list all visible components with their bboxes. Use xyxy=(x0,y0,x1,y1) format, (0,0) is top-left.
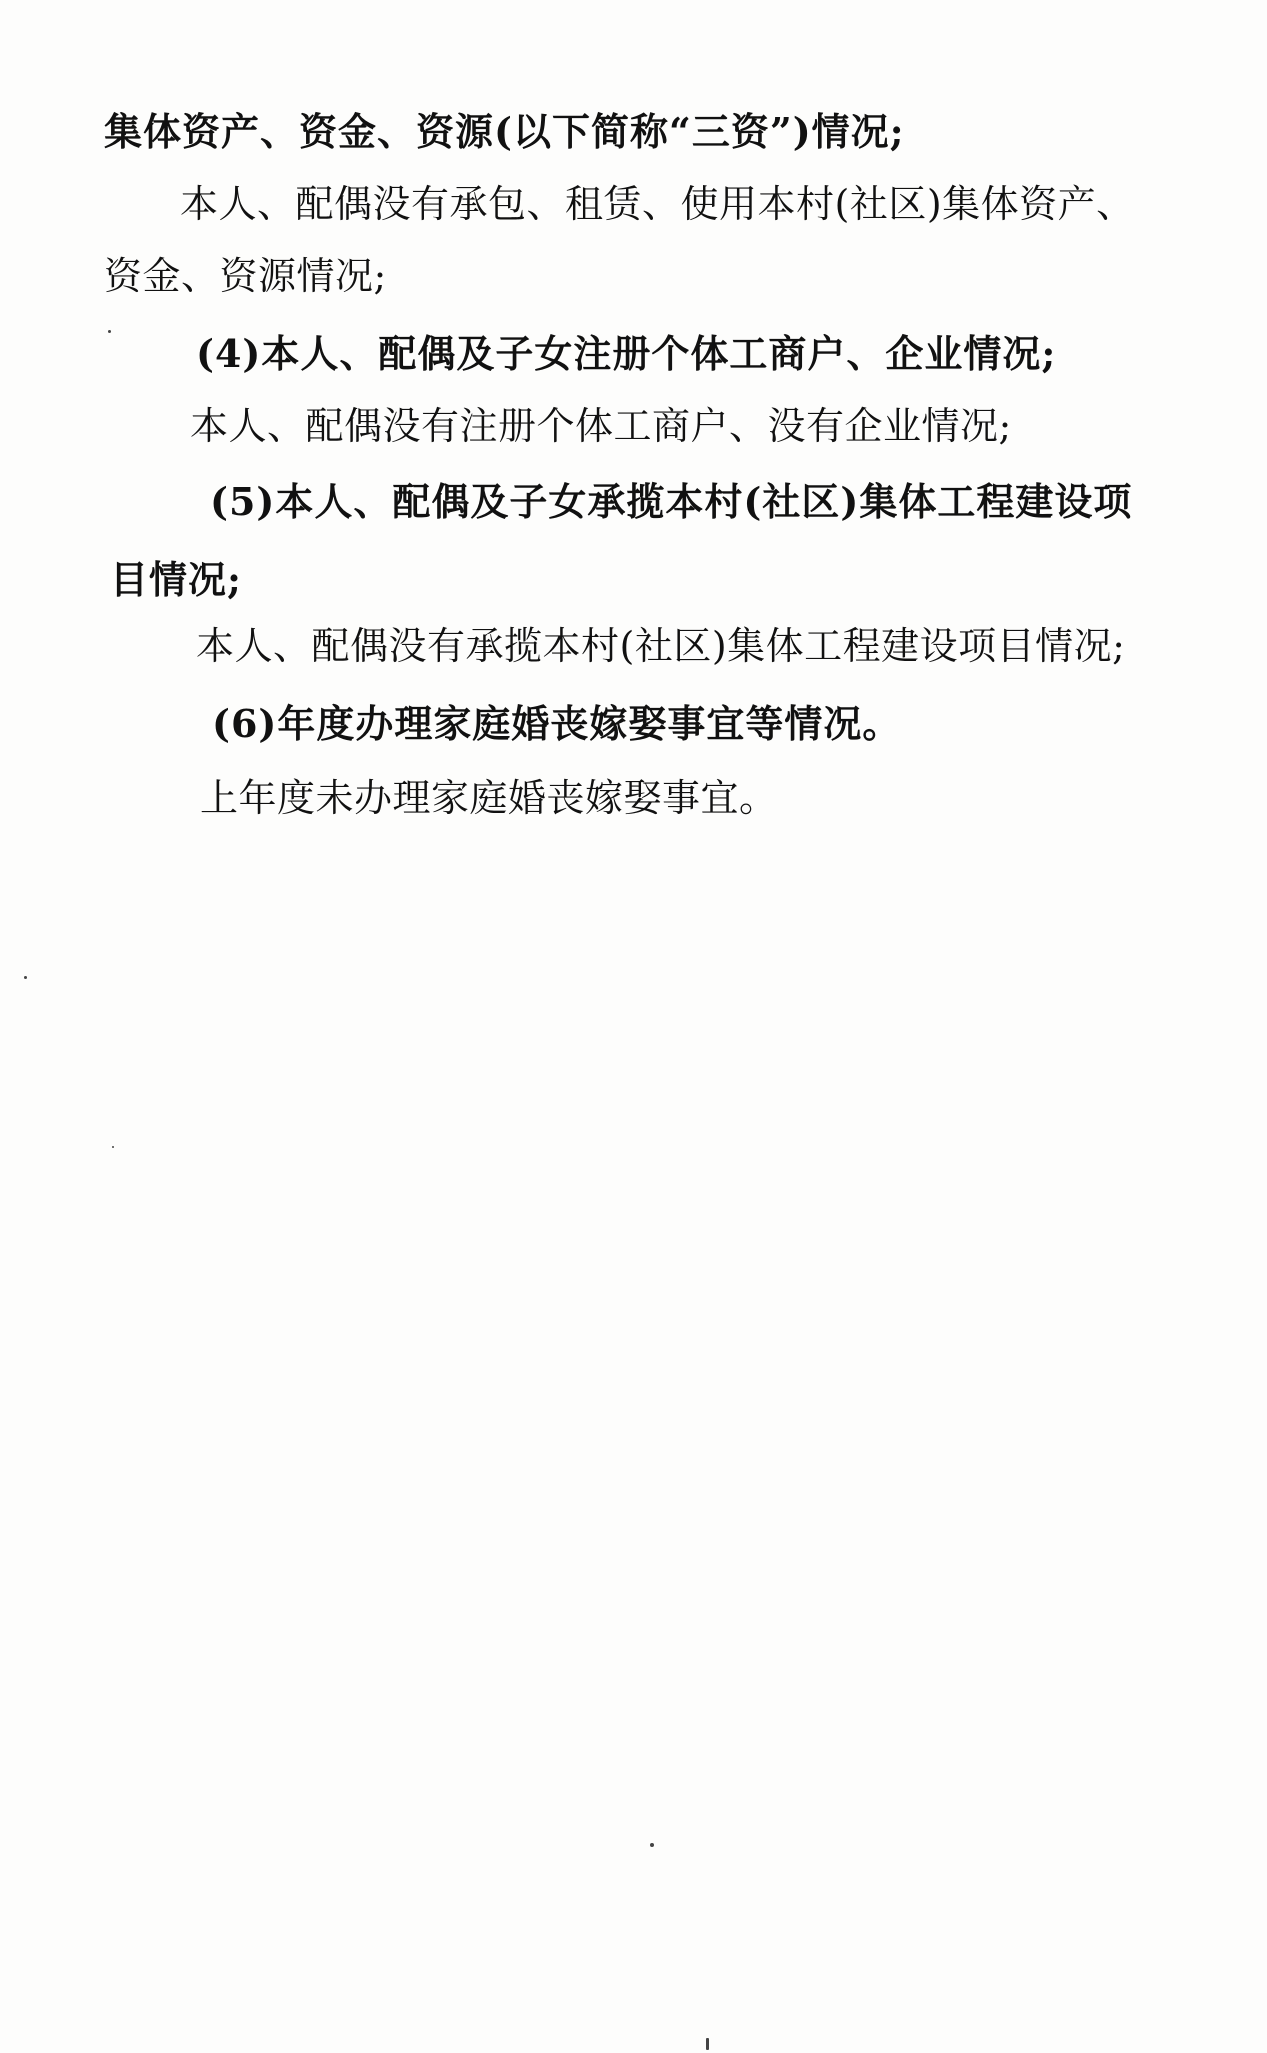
heading-item-5-continuation: 目情况; xyxy=(110,557,243,602)
scan-speck xyxy=(706,2038,709,2050)
heading-item-5: (5)本人、配偶及子女承揽本村(社区)集体工程建设项 xyxy=(210,479,1133,524)
scan-speck xyxy=(108,330,111,333)
heading-line-3-continuation: 集体资产、资金、资源(以下简称“三资”)情况; xyxy=(104,109,905,154)
answer-line-3-continuation: 资金、资源情况; xyxy=(104,254,387,298)
heading-item-6: (6)年度办理家庭婚丧嫁娶事宜等情况。 xyxy=(212,701,902,746)
scan-speck xyxy=(112,1146,114,1148)
scan-speck xyxy=(650,1843,654,1847)
answer-line-3: 本人、配偶没有承包、租赁、使用本村(社区)集体资产、 xyxy=(180,182,1135,226)
answer-item-6: 上年度未办理家庭婚丧嫁娶事宜。 xyxy=(200,776,778,820)
heading-item-4: (4)本人、配偶及子女注册个体工商户、企业情况; xyxy=(196,331,1057,376)
answer-item-5: 本人、配偶没有承揽本村(社区)集体工程建设项目情况; xyxy=(196,624,1126,668)
answer-item-4: 本人、配偶没有注册个体工商户、没有企业情况; xyxy=(190,404,1012,448)
scan-speck xyxy=(24,976,27,979)
